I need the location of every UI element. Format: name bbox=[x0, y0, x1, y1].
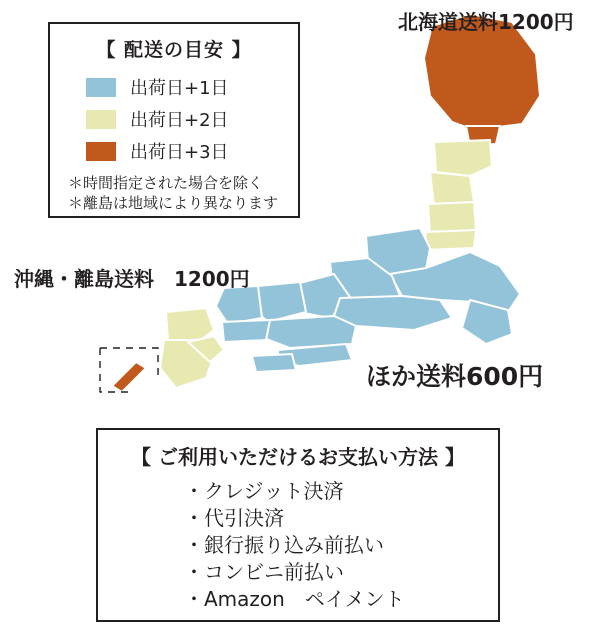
map-region-kyushu bbox=[160, 308, 224, 388]
payment-title: 【 ご利用いただけるお支払い方法 】 bbox=[131, 445, 465, 469]
map-region-honshu bbox=[216, 228, 520, 372]
map-region-okinawa bbox=[112, 362, 146, 392]
payment-method-konbini: ・コンビニ前払い bbox=[184, 560, 344, 584]
legend-note-1: ＊時間指定された場合を除く bbox=[68, 174, 264, 192]
payment-method-bank-transfer: ・銀行振り込み前払い bbox=[184, 533, 384, 557]
payment-method-credit: ・クレジット決済 bbox=[184, 479, 344, 503]
payment-method-amazon-pay: ・Amazon ペイメント bbox=[184, 587, 405, 611]
label-hokkaido-fee: 北海道送料1200円 bbox=[398, 10, 574, 34]
legend-swatch-day1 bbox=[86, 78, 116, 97]
legend-swatch-day2 bbox=[86, 110, 116, 129]
legend-row-day1 bbox=[86, 72, 298, 102]
legend-label-day1: 出荷日+1日 bbox=[130, 78, 229, 99]
legend-notes bbox=[50, 173, 298, 214]
legend-rows bbox=[50, 72, 298, 166]
delivery-legend bbox=[48, 22, 300, 218]
legend-swatch-day3 bbox=[86, 142, 116, 161]
payment-methods-box bbox=[96, 428, 500, 622]
label-okinawa-fee: 沖縄・離島送料 1200円 bbox=[14, 267, 250, 291]
map-region-tohoku bbox=[424, 140, 492, 250]
legend-label-day2: 出荷日+2日 bbox=[130, 110, 229, 131]
legend-row-day2 bbox=[86, 104, 298, 134]
legend-title: 【 配送の目安 】 bbox=[96, 39, 252, 61]
legend-row-day3 bbox=[86, 136, 298, 166]
legend-label-day3: 出荷日+3日 bbox=[130, 142, 229, 163]
payment-method-cod: ・代引決済 bbox=[184, 506, 284, 530]
legend-note-2: ＊離島は地域により異なります bbox=[68, 194, 279, 213]
label-other-fee: ほか送料600円 bbox=[366, 362, 544, 391]
payment-method-list bbox=[98, 478, 498, 613]
